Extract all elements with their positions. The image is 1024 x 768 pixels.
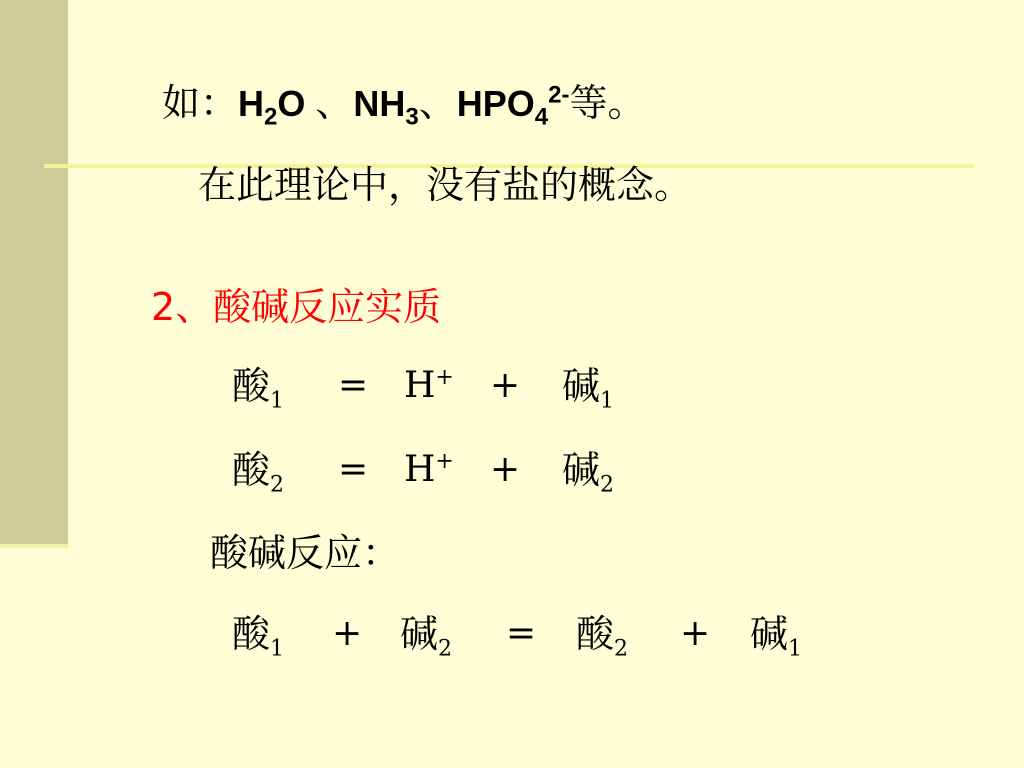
eq2-plus: +	[490, 449, 521, 490]
nh3-subscript: 3	[405, 103, 419, 131]
eq2-equals: =	[338, 449, 369, 490]
reaction-label: 酸碱反应：	[210, 531, 401, 575]
examples-prefix: 如：	[162, 81, 239, 125]
h2o-h: H	[238, 83, 265, 124]
eq1-equals: =	[338, 365, 369, 406]
hpo4-subscript: 4	[534, 103, 549, 131]
eq2-acid: 酸$_2$	[232, 448, 285, 498]
eq1-proton: H+	[404, 365, 454, 406]
acid-base-equation-1	[0, 362, 1024, 414]
eq1-plus: +	[490, 365, 521, 406]
reaction-acid-2: 酸$_2$	[576, 612, 629, 662]
slide-sidebar-underline	[0, 544, 68, 548]
nh3-nh: NH	[353, 83, 406, 124]
reaction-equals: =	[506, 613, 537, 654]
reaction-acid-1: 酸$_1$	[232, 612, 285, 662]
acid-base-equation-2	[0, 446, 1024, 498]
eq1-acid: 酸$_1$	[232, 364, 285, 414]
reaction-base-1: 碱$_1$	[750, 612, 803, 662]
reaction-base-2: 碱$_2$	[400, 612, 453, 662]
theory-note: 在此理论中，没有盐的概念。	[198, 163, 693, 207]
reaction-plus-1: +	[332, 613, 363, 654]
h2o-subscript: 2	[264, 103, 278, 131]
eq2-base: 碱$_2$	[562, 448, 615, 498]
h2o-o: O	[277, 83, 316, 124]
examples-line	[162, 81, 646, 131]
hpo4-superscript: 2-	[548, 81, 570, 109]
acid-base-reaction-equation	[0, 610, 1024, 662]
hpo4-hpo: HPO	[456, 83, 535, 124]
section-heading: 2、酸碱反应实质	[151, 285, 442, 329]
examples-suffix: 等。	[569, 81, 646, 125]
eq2-proton: H+	[404, 449, 454, 490]
examples-separator-2: 、	[418, 81, 457, 125]
eq1-base: 碱$_1$	[562, 364, 615, 414]
examples-separator-1: 、	[315, 81, 354, 125]
reaction-plus-2: +	[680, 613, 711, 654]
